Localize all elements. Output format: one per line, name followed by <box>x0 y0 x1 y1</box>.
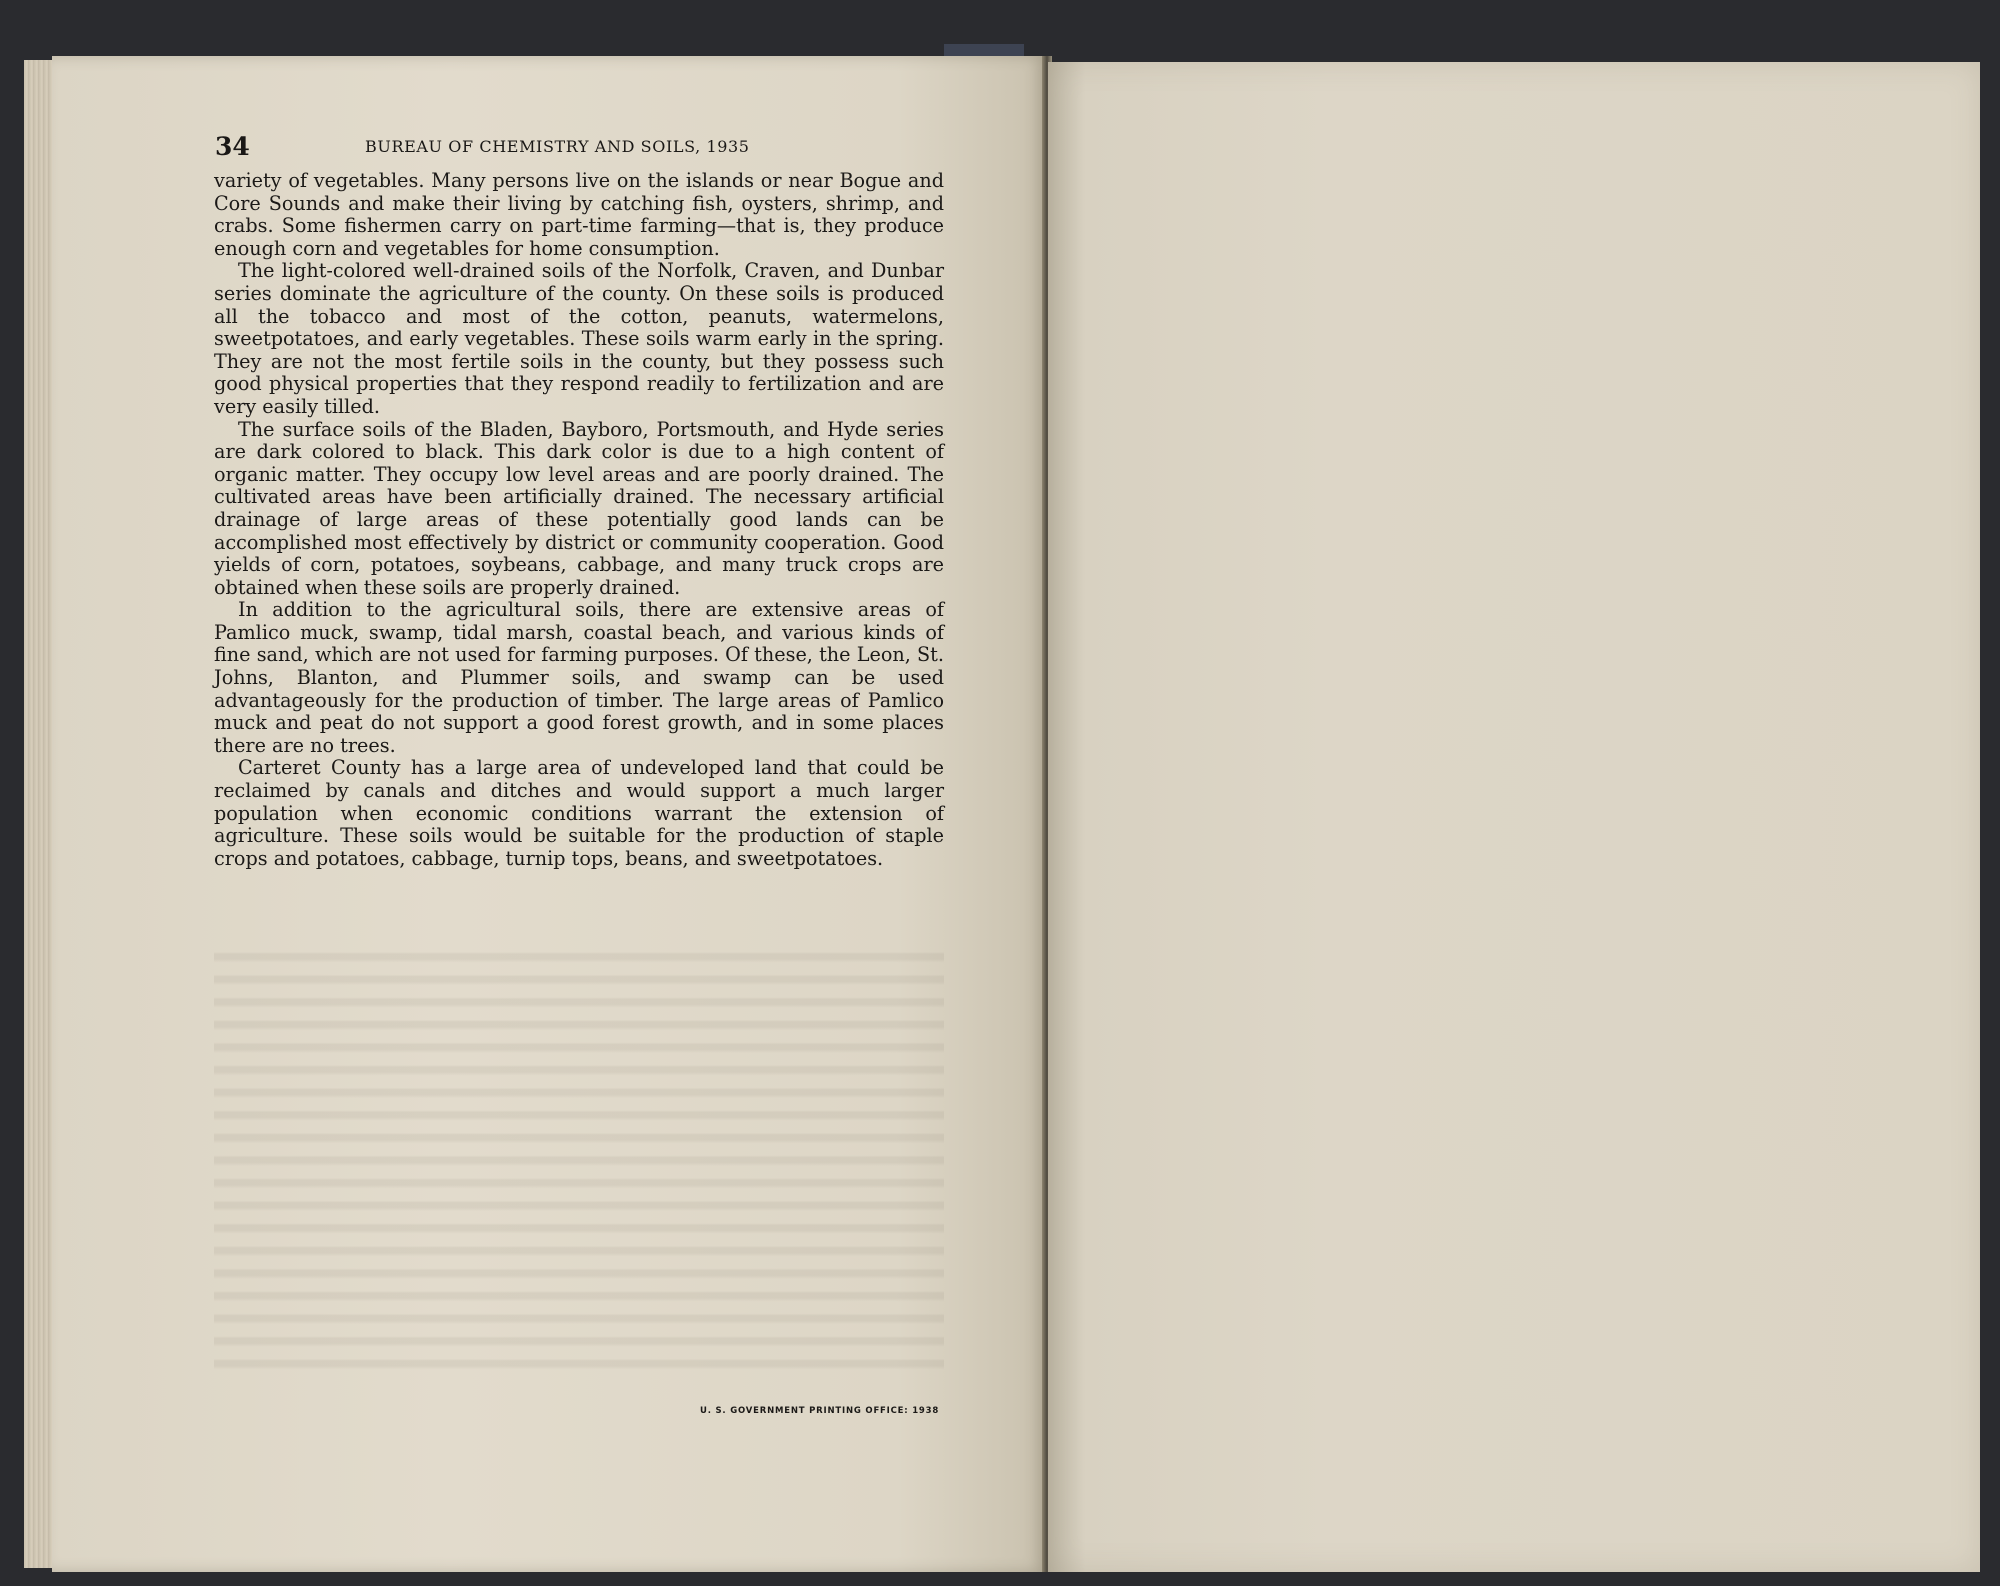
paragraph-2: The light-colored well-drained soils of the Norfolk, Craven, and Dunbar series dominate the agriculture of the county. On these soils is produced all the tobacco and most of the cotton, peanuts, watermelons, sweetpotatoes, and early vegetables. These soils warm early in the spring. They are not the most fertile soils in the county, but they possess such good physical properties that they respond readily to fertilization and are very easily tilled. <box>214 259 944 418</box>
running-head <box>215 132 945 166</box>
page-number: 34 <box>215 132 250 161</box>
body-text <box>214 170 944 870</box>
paragraph-5: Carteret County has a large area of undeveloped land that could be reclaimed by canals and ditches and would support a much larger population when economic conditions warrant the extension of agriculture. These soils would be suitable for the production of staple crops and potatoes, cabbage, turnip tops, beans, and sweetpotatoes. <box>214 756 944 870</box>
page-edges <box>24 60 55 1568</box>
running-head-title: BUREAU OF CHEMISTRY AND SOILS, 1935 <box>365 137 750 156</box>
paragraph-3: The surface soils of the Bladen, Bayboro, Portsmouth, and Hyde series are dark colored to black. This dark color is due to a high content of organic matter. They occupy low level areas and are poorly drained. The cultivated areas have been artificially drained. The necessary artificial drainage of large areas of these potentially good lands can be accomplished most effectively by district or community cooperation. Good yields of corn, potatoes, soybeans, cabbage, and many truck crops are obtained when these soils are properly drained. <box>214 417 944 599</box>
paragraph-1: variety of vegetables. Many persons live on the islands or near Bogue and Core Sounds and make their living by catching fish, oysters, shrimp, and crabs. Some fishermen carry on part-time farming—that is, they produce enough corn and vegetables for home consumption. <box>214 169 944 260</box>
spine-binding <box>944 44 1024 56</box>
right-page-blank <box>1048 62 1980 1572</box>
printer-imprint: U. S. GOVERNMENT PRINTING OFFICE: 1938 <box>700 1406 940 1416</box>
bleed-through-text <box>214 940 944 1380</box>
paragraph-4: In addition to the agricultural soils, there are extensive areas of Pamlico muck, swamp, tidal marsh, coastal beach, and various kinds of fine sand, which are not used for farming purposes. Of these, the Leon, St. Johns, Blanton, and Plummer soils, and swamp can be used advantageously for the production of timber. The large areas of Pamlico muck and peat do not support a good forest growth, and in some places there are no trees. <box>214 598 944 757</box>
